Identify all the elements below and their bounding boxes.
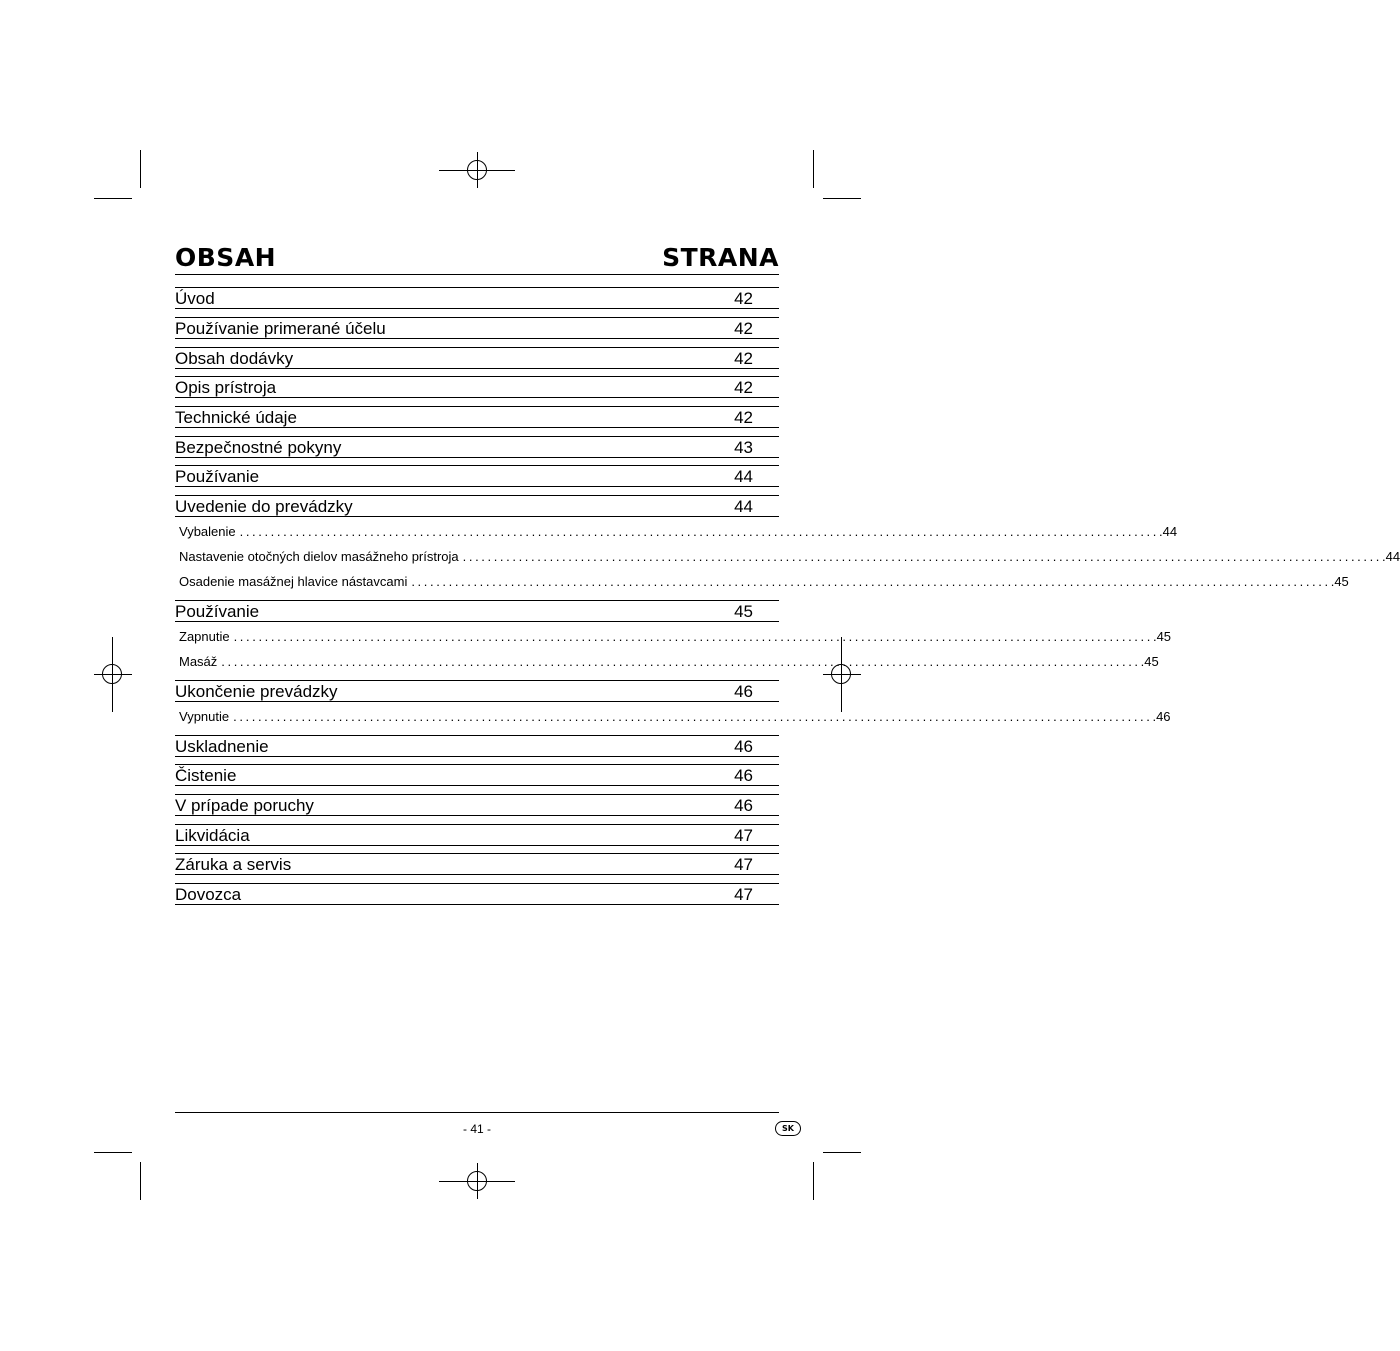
dot-leader: .................................................................................................................................................... — [411, 574, 1331, 589]
toc-entry-page: 42 — [734, 349, 753, 368]
page-title: OBSAH — [175, 243, 277, 272]
toc-entry-page: 43 — [734, 438, 753, 457]
toc-entry[interactable] — [175, 680, 779, 702]
toc-entry-page: 46 — [734, 737, 753, 756]
toc-entry[interactable] — [175, 764, 779, 786]
toc-entry[interactable] — [175, 853, 779, 875]
dot-leader: .................................................................................................................................................... — [233, 629, 1153, 644]
toc-entry-page: 42 — [734, 378, 753, 397]
toc-entry-label: Technické údaje — [175, 408, 297, 427]
toc-subentry-page: .45 — [1330, 574, 1349, 589]
toc-entry-page: 46 — [734, 766, 753, 785]
toc-subentry-label: Zapnutie — [179, 629, 230, 644]
dot-leader: .................................................................................................................................................... — [221, 654, 1141, 669]
toc-header — [175, 242, 779, 275]
toc-subentry-label: Masáž — [179, 654, 218, 669]
toc-entry-page: 47 — [734, 885, 753, 904]
toc-entry[interactable] — [175, 735, 779, 757]
toc-subentry-page: .44 — [1158, 524, 1178, 539]
toc-entry-label: Dovozca — [175, 885, 242, 904]
toc-entry-label: Likvidácia — [175, 826, 250, 845]
toc-entry-page: 46 — [734, 682, 753, 701]
toc-subentry[interactable] — [179, 549, 1400, 567]
toc-subentry-label: Nastavenie otočných dielov masážneho prístroja — [179, 549, 459, 564]
toc-entry-label: Ukončenie prevádzky — [175, 682, 338, 701]
toc-entry-label: Čistenie — [175, 766, 237, 785]
toc-entry-label: Bezpečnostné pokyny — [175, 438, 342, 457]
toc-entry[interactable] — [175, 465, 779, 487]
toc-entry-label: Obsah dodávky — [175, 349, 294, 368]
toc-entry-label: Uskladnenie — [175, 737, 269, 756]
toc-subentry-page: .45 — [1140, 654, 1159, 669]
toc-subentry-label: Vypnutie — [179, 709, 230, 724]
toc-entry-page: 45 — [734, 602, 753, 621]
toc-entry-label: Používanie — [175, 467, 260, 486]
toc-entry-label: Používanie — [175, 602, 260, 621]
toc-subentry[interactable] — [179, 574, 1349, 592]
page-column-title: STRANA — [662, 243, 779, 272]
toc-subentry-label: Vybalenie — [179, 524, 236, 539]
toc-subentry-label: Osadenie masážnej hlavice nástavcami — [179, 574, 408, 589]
toc-subentry[interactable] — [179, 654, 1159, 672]
toc-entry-label: Záruka a servis — [175, 855, 292, 874]
page-number: - 41 - — [462, 1122, 491, 1136]
toc-entry-page: 42 — [734, 289, 753, 308]
toc-entry[interactable] — [175, 794, 779, 816]
toc-entry-page: 42 — [734, 408, 753, 427]
dot-leader: .................................................................................................................................................... — [462, 549, 1383, 564]
toc-entry[interactable] — [175, 495, 779, 517]
toc-entry[interactable] — [175, 824, 779, 846]
toc-entry-label: Úvod — [175, 289, 215, 308]
toc-entry[interactable] — [175, 287, 779, 309]
toc-subentry-page: .45 — [1152, 629, 1172, 644]
toc-entry[interactable] — [175, 436, 779, 458]
toc-entry[interactable] — [175, 347, 779, 369]
toc-subentry-page: .44 — [1382, 549, 1400, 564]
toc-subentry[interactable] — [179, 524, 1178, 542]
toc-entry-page: 44 — [734, 497, 753, 516]
dot-leader: .................................................................................................................................................... — [233, 709, 1153, 724]
toc-entry[interactable] — [175, 376, 779, 398]
toc-entry[interactable] — [175, 406, 779, 428]
toc-entry-label: Opis prístroja — [175, 378, 277, 397]
toc-entry-label: Používanie primerané účelu — [175, 319, 386, 338]
toc-subentry-page: .46 — [1152, 709, 1171, 724]
dot-leader: .................................................................................................................................................... — [239, 524, 1159, 539]
toc-entry[interactable] — [175, 600, 779, 622]
toc-subentry[interactable] — [179, 709, 1171, 727]
toc-entry-label: V prípade poruchy — [175, 796, 314, 815]
toc-entry-label: Uvedenie do prevádzky — [175, 497, 353, 516]
toc-entry-page: 47 — [734, 855, 753, 874]
toc-entry-page: 44 — [734, 467, 753, 486]
toc-entry-page: 46 — [734, 796, 753, 815]
toc-entry-page: 42 — [734, 319, 753, 338]
toc-entry[interactable] — [175, 883, 779, 905]
toc-subentry[interactable] — [179, 629, 1172, 647]
footer-divider — [175, 1112, 779, 1113]
language-badge: SK — [775, 1121, 801, 1136]
toc-entry[interactable] — [175, 317, 779, 339]
toc-entry-page: 47 — [734, 826, 753, 845]
